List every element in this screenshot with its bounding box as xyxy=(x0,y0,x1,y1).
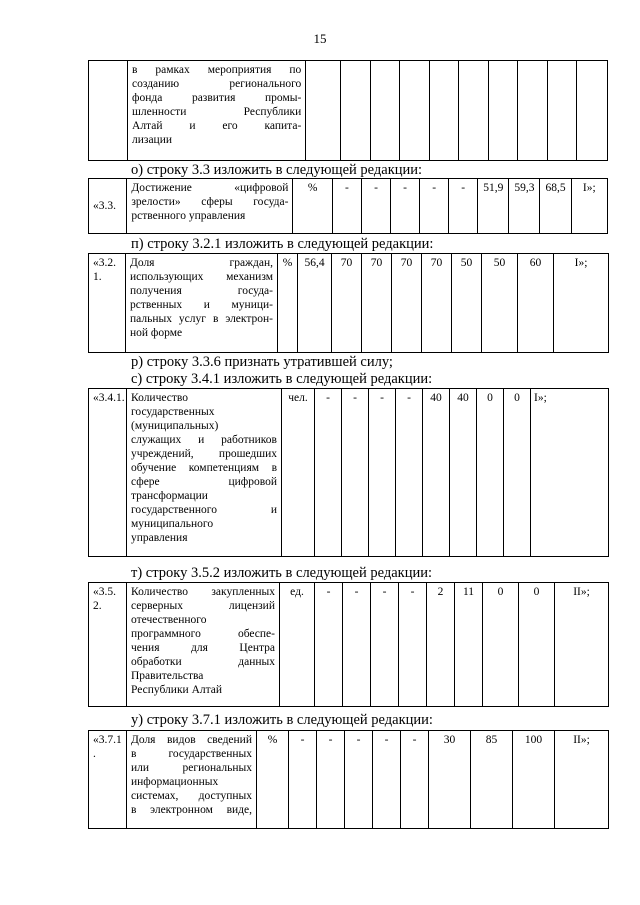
empty-cell xyxy=(370,61,400,161)
value-cell: 85 xyxy=(471,731,513,829)
value-cell: - xyxy=(373,731,401,829)
value-cell: 30 xyxy=(429,731,471,829)
value-cell: 40 xyxy=(450,389,477,557)
value-cell: 0 xyxy=(477,389,504,557)
value-cell: - xyxy=(420,179,449,234)
empty-cell xyxy=(547,61,577,161)
value-cell: 50 xyxy=(482,254,518,353)
instruction-line: т) строку 3.5.2 изложить в следующей редакции: xyxy=(131,565,433,581)
instruction-line: п) строку 3.2.1 изложить в следующей редакции: xyxy=(131,236,434,252)
row-number: «3.4.1. xyxy=(89,389,127,557)
instruction-line: о) строку 3.3 изложить в следующей редакции: xyxy=(131,162,423,178)
unit-cell: % xyxy=(257,731,289,829)
empty-cell xyxy=(341,61,371,161)
value-cell: 0 xyxy=(483,583,519,707)
empty-cell xyxy=(518,61,548,161)
instruction-line: р) строку 3.3.6 признать утратившей силу; xyxy=(131,354,393,370)
row-number xyxy=(89,61,128,161)
value-cell: - xyxy=(289,731,317,829)
value-cell: - xyxy=(401,731,429,829)
indicator-description: в рамках мероприятия по созданию регионального фонда развития промы- шленности Республики Алтай и его капита- лизации xyxy=(128,61,306,161)
value-cell: 50 xyxy=(452,254,482,353)
empty-cell xyxy=(400,61,430,161)
unit-cell: чел. xyxy=(282,389,315,557)
value-cell: - xyxy=(345,731,373,829)
row-number: «3.7.1 . xyxy=(89,731,127,829)
unit-cell: % xyxy=(293,179,332,234)
value-cell: 56,4 xyxy=(298,254,332,353)
value-cell: - xyxy=(343,583,371,707)
row-number: «3.3. xyxy=(89,179,127,234)
indicator-table-3-3 xyxy=(88,178,608,234)
value-cell: - xyxy=(315,389,342,557)
indicator-table-3-2-1 xyxy=(88,253,609,353)
empty-cell xyxy=(459,61,489,161)
value-cell: 2 xyxy=(427,583,455,707)
value-cell: I»; xyxy=(571,179,607,234)
value-cell: 100 xyxy=(513,731,555,829)
value-cell: I»; xyxy=(554,254,609,353)
value-cell: 40 xyxy=(423,389,450,557)
instruction-line: у) строку 3.7.1 изложить в следующей редакции: xyxy=(131,712,433,728)
indicator-description: Количество государственных (муниципальных) служащих и работников учреждений, прошедших обучение компетенциям в сфере цифровой трансформации государственного и муниципального управления xyxy=(127,389,282,557)
indicator-description: Доля граждан, использующих механизм получения госуда- рственных и муници- пальных услуг в электрон- ной форме xyxy=(126,254,278,353)
value-cell: 51,9 xyxy=(478,179,509,234)
value-cell: 59,3 xyxy=(509,179,540,234)
page-number: 15 xyxy=(313,31,327,46)
unit-cell: ед. xyxy=(280,583,315,707)
value-cell: - xyxy=(391,179,420,234)
indicator-table-3-5-2 xyxy=(88,582,609,707)
value-cell: 70 xyxy=(362,254,392,353)
value-cell: - xyxy=(399,583,427,707)
indicator-table-fragment xyxy=(88,60,608,161)
empty-cell xyxy=(429,61,459,161)
indicator-description: Доля видов сведений в государственных или региональных информационных системах, доступных в электронном виде, xyxy=(127,731,257,829)
row-number: «3.2. 1. xyxy=(89,254,126,353)
instruction-line: с) строку 3.4.1 изложить в следующей редакции: xyxy=(131,371,433,387)
value-cell: 0 xyxy=(519,583,555,707)
indicator-description: Количество закупленных серверных лицензий отечественного программного обеспе- чения для Центра обработки данных Правительства Республики Алтай xyxy=(127,583,280,707)
value-cell: 60 xyxy=(518,254,554,353)
value-cell: 70 xyxy=(332,254,362,353)
value-cell: II»; xyxy=(555,731,609,829)
row-number: «3.5. 2. xyxy=(89,583,127,707)
value-cell: - xyxy=(332,179,361,234)
value-cell: - xyxy=(396,389,423,557)
value-cell: - xyxy=(449,179,478,234)
value-cell: 70 xyxy=(422,254,452,353)
indicator-table-3-4-1 xyxy=(88,388,609,557)
value-cell: 11 xyxy=(455,583,483,707)
empty-cell xyxy=(488,61,518,161)
unit-cell: % xyxy=(278,254,298,353)
value-cell: - xyxy=(371,583,399,707)
indicator-description: Достижение «цифровой зрелости» сферы госуда- рственного управления xyxy=(127,179,293,234)
value-cell: 68,5 xyxy=(540,179,571,234)
value-cell: - xyxy=(369,389,396,557)
value-cell: - xyxy=(315,583,343,707)
value-cell: II»; xyxy=(555,583,609,707)
value-cell: 0 xyxy=(504,389,531,557)
value-cell: - xyxy=(317,731,345,829)
indicator-table-3-7-1 xyxy=(88,730,609,829)
value-cell: 70 xyxy=(392,254,422,353)
value-cell: - xyxy=(342,389,369,557)
value-cell: I»; xyxy=(531,389,609,557)
empty-cell xyxy=(577,61,608,161)
empty-cell xyxy=(306,61,341,161)
value-cell: - xyxy=(361,179,390,234)
